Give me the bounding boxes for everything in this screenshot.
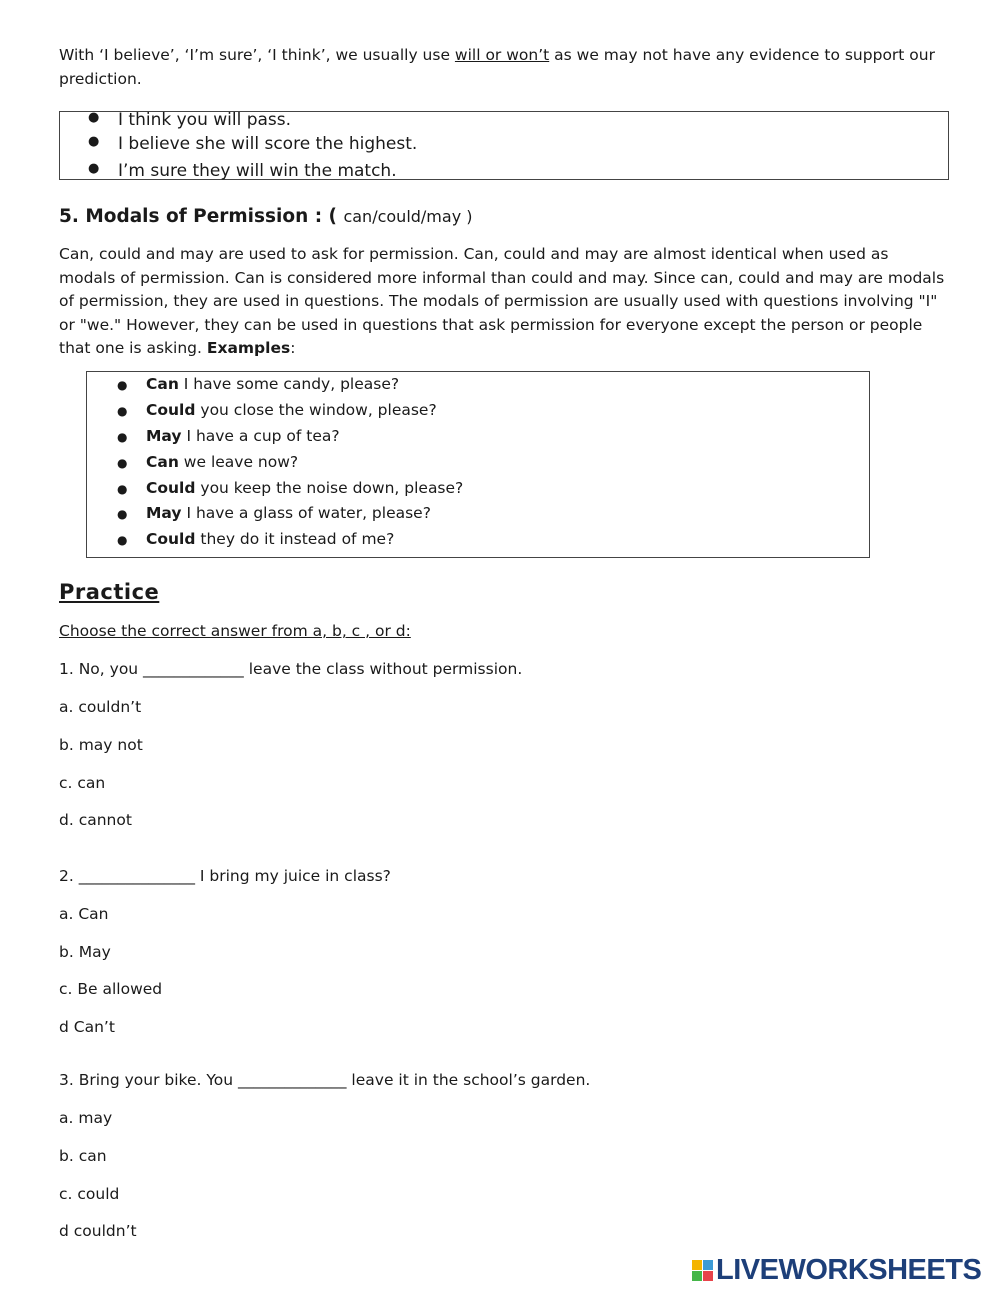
brand-name: LIVEWORKSHEETS xyxy=(716,1253,982,1286)
question-3-option-b[interactable]: b. can xyxy=(59,1147,107,1165)
bullet-icon: ● xyxy=(117,378,128,392)
intro-text-end: as we may not have any evidence to support our prediction. xyxy=(59,46,935,88)
bullet-icon: ● xyxy=(117,533,128,547)
section-heading: 5. Modals of Permission : ( can/could/may ) xyxy=(59,206,473,227)
bullet-icon: ● xyxy=(88,134,100,149)
intro-underlined: will or won’t xyxy=(454,46,550,64)
intro-text: With ‘I believe’, ‘I’m sure’, ‘I think’, we usually use xyxy=(59,46,455,64)
question-2-option-b[interactable]: b. May xyxy=(59,943,111,961)
question-2-prompt: 2. _______________ I bring my juice in class? xyxy=(59,867,391,885)
bullet-icon: ● xyxy=(117,482,128,496)
bullet-icon: ● xyxy=(88,161,100,176)
question-3-prompt: 3. Bring your bike. You ______________ leave it in the school’s garden. xyxy=(59,1071,591,1089)
bullet-icon: ● xyxy=(117,456,128,470)
liveworksheets-logo xyxy=(692,1254,981,1286)
bullet-icon: ● xyxy=(117,430,128,444)
practice-instruction: Choose the correct answer from a, b, c , or d: xyxy=(59,622,411,640)
question-1-option-a[interactable]: a. couldn’t xyxy=(59,698,142,716)
bullet-icon: ● xyxy=(117,507,128,521)
logo-blocks-icon xyxy=(692,1260,713,1281)
bullet-icon: ● xyxy=(117,404,128,418)
question-3-option-d[interactable]: d couldn’t xyxy=(59,1222,137,1240)
question-2-option-a[interactable]: a. Can xyxy=(59,905,109,923)
question-3-option-a[interactable]: a. may xyxy=(59,1109,113,1127)
permission-examples-box: ● Can I have some candy, please? ● Could you close the window, please? ● May I have a cup of tea? ● Can we leave now? ● Could you keep the noise down, please? ● May I have a glass of water, please? ● Could they do it instead of me? xyxy=(86,371,870,558)
question-1-option-d[interactable]: d. cannot xyxy=(59,811,132,829)
practice-heading: Practice xyxy=(59,580,160,604)
prediction-examples-box: ● I think you will pass. ● I believe she will score the highest. ● I’m sure they will win the match. xyxy=(59,111,949,180)
question-1-option-c[interactable]: c. can xyxy=(59,774,106,792)
question-2-option-d[interactable]: d Can’t xyxy=(59,1018,115,1036)
question-2-option-c[interactable]: c. Be allowed xyxy=(59,980,163,998)
question-1-option-b[interactable]: b. may not xyxy=(59,736,143,754)
intro-paragraph xyxy=(59,44,949,91)
bullet-icon: ● xyxy=(88,110,100,125)
question-1-prompt: 1. No, you _____________ leave the class without permission. xyxy=(59,660,523,678)
question-3-option-c[interactable]: c. could xyxy=(59,1185,120,1203)
section-body: Can, could and may are used to ask for permission. Can, could and may are almost identical when used as modals of permission. Can is considered more informal than could and may. Since can, could and may are modals of permission, they are used in questions. The modals of permission are usually used with questions involving "I" or "we." However, they can be used in questions that ask permission for everyone except the person or people that one is asking. Examples: xyxy=(59,245,945,357)
